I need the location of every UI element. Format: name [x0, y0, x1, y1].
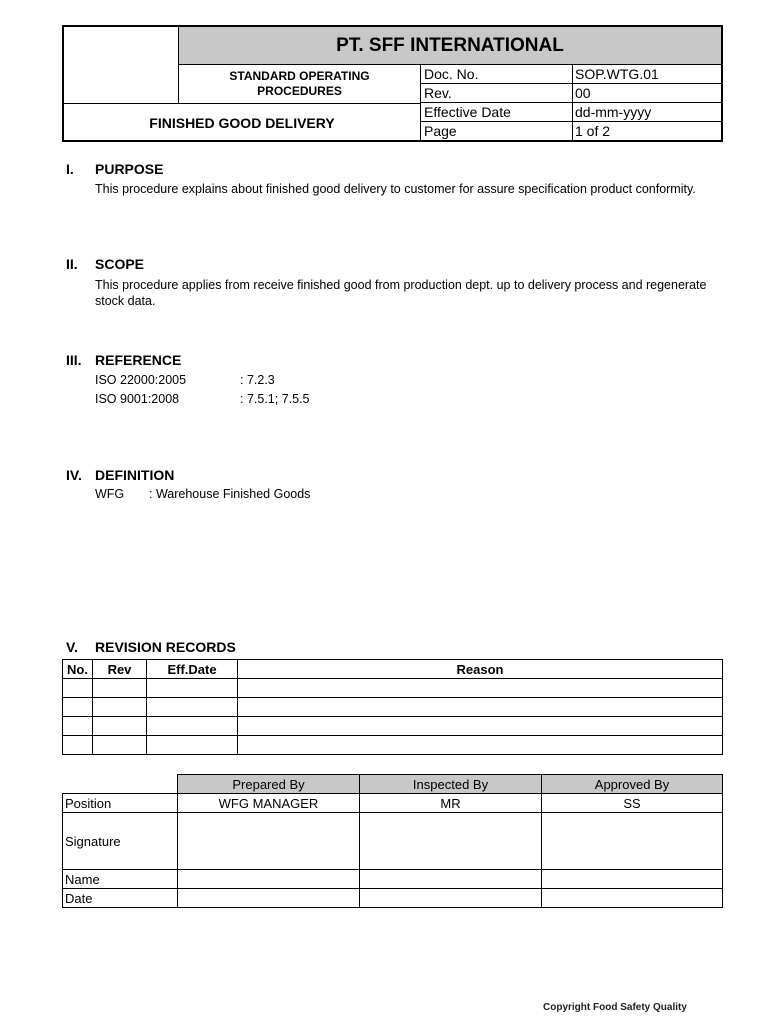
table-row	[63, 679, 723, 698]
signature-box	[360, 813, 542, 870]
company-name: PT. SFF INTERNATIONAL	[179, 27, 721, 65]
approval-header-row	[63, 775, 723, 794]
revision-table	[62, 659, 723, 755]
position-label: Position	[63, 794, 178, 813]
table-row	[63, 698, 723, 717]
revision-number: V.	[66, 639, 78, 655]
table-header-row	[63, 660, 723, 679]
document-title: FINISHED GOOD DELIVERY	[64, 104, 421, 142]
meta-value: 00	[575, 85, 591, 101]
reference-clause: : 7.5.1; 7.5.5	[240, 392, 310, 406]
position-approved: SS	[542, 794, 723, 813]
meta-row-rev	[421, 84, 721, 103]
logo-placeholder	[64, 27, 179, 104]
meta-value: 1 of 2	[575, 123, 611, 139]
prepared-by-header: Prepared By	[178, 775, 360, 794]
definition-heading: DEFINITION	[95, 467, 175, 483]
meta-row-effective-date	[421, 103, 721, 122]
column-header: No.	[63, 660, 93, 679]
signature-box	[178, 813, 360, 870]
reference-number: III.	[66, 352, 82, 368]
inspected-by-header: Inspected By	[360, 775, 542, 794]
scope-number: II.	[66, 256, 78, 272]
signature-row	[63, 813, 723, 870]
table-row	[63, 736, 723, 755]
name-label: Name	[63, 870, 178, 889]
document-type	[179, 65, 421, 104]
date-row	[63, 889, 723, 908]
column-header: Eff.Date	[147, 660, 238, 679]
position-prepared: WFG MANAGER	[178, 794, 360, 813]
copyright-footer: Copyright Food Safety Quality	[543, 1002, 687, 1013]
approval-table	[62, 774, 723, 908]
purpose-heading: PURPOSE	[95, 161, 164, 177]
definition-number: IV.	[66, 467, 82, 483]
reference-clause: : 7.2.3	[240, 373, 275, 387]
document-type-line1: STANDARD OPERATING	[229, 69, 370, 83]
meta-row-doc-no	[421, 65, 721, 84]
date-label: Date	[63, 889, 178, 908]
scope-heading: SCOPE	[95, 256, 145, 272]
meta-row-page	[421, 122, 721, 141]
reference-standard: ISO 9001:2008	[95, 392, 180, 406]
table-row	[63, 717, 723, 736]
meta-label: Doc. No.	[424, 66, 479, 82]
position-row	[63, 794, 723, 813]
column-header: Reason	[238, 660, 723, 679]
meta-label: Effective Date	[424, 104, 511, 120]
reference-heading: REFERENCE	[95, 352, 182, 368]
position-inspected: MR	[360, 794, 542, 813]
meta-label: Page	[424, 123, 457, 139]
signature-label: Signature	[63, 813, 178, 870]
column-header: Rev	[93, 660, 147, 679]
approved-by-header: Approved By	[542, 775, 723, 794]
definition-term: WFG	[95, 487, 125, 501]
name-row	[63, 870, 723, 889]
purpose-number: I.	[66, 161, 74, 177]
meta-value: SOP.WTG.01	[575, 66, 659, 82]
definition-meaning: : Warehouse Finished Goods	[149, 487, 311, 501]
scope-text: This procedure applies from receive finished good from production dept. up to delivery process and regenerate stock data.	[95, 278, 707, 308]
document-type-line2: PROCEDURES	[257, 84, 342, 98]
revision-heading: REVISION RECORDS	[95, 639, 236, 655]
signature-box	[542, 813, 723, 870]
meta-value: dd-mm-yyyy	[575, 104, 652, 120]
document-header	[62, 25, 723, 142]
meta-label: Rev.	[424, 85, 452, 101]
reference-standard: ISO 22000:2005	[95, 373, 187, 387]
purpose-text: This procedure explains about finished good delivery to customer for assure specification product conformity.	[95, 182, 696, 196]
